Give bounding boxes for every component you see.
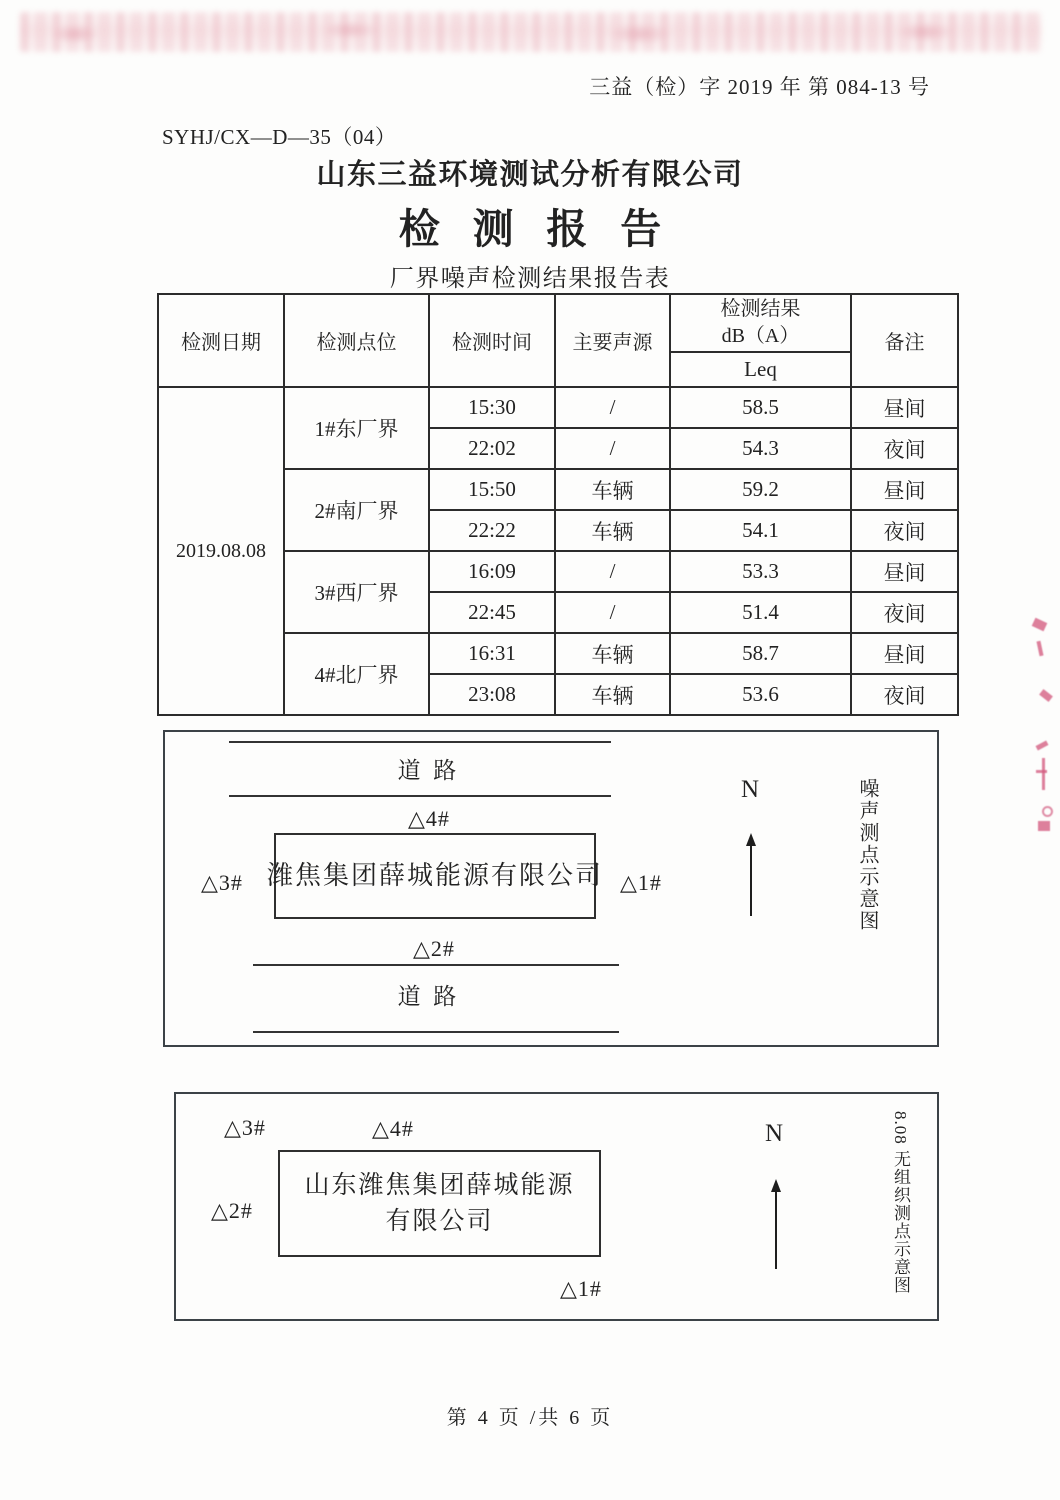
company-box-label-line1: 山东潍焦集团薛城能源	[304, 1171, 575, 1199]
header-date: 检测日期	[158, 294, 284, 387]
report-title-text: 检测报告	[398, 206, 694, 252]
scan-artifact-band	[20, 12, 1042, 52]
north-label: N	[765, 1120, 784, 1147]
document-number: 三益（检）字 2019 年 第 084-13 号	[589, 75, 930, 99]
cell-remark: 昼间	[851, 633, 958, 674]
cell-point: 4#北厂界	[284, 633, 429, 715]
cell-source: /	[555, 551, 670, 592]
report-title	[0, 196, 1060, 255]
road-line	[253, 1031, 619, 1033]
cell-leq: 58.7	[670, 633, 851, 674]
scan-artifact-mark	[1036, 641, 1043, 657]
road-label-top: 道路	[397, 758, 469, 783]
cell-leq: 54.3	[670, 428, 851, 469]
diagram-caption: 噪声测点示意图	[856, 778, 878, 932]
cell-source: 车辆	[555, 633, 670, 674]
point-marker-3: △3#	[224, 1115, 266, 1140]
cell-remark: 夜间	[851, 592, 958, 633]
road-line	[253, 964, 619, 966]
cell-remark: 昼间	[851, 387, 958, 428]
north-label: N	[741, 776, 760, 803]
scan-artifact-mark	[1042, 758, 1045, 790]
north-arrow-icon	[744, 833, 758, 916]
road-label-bottom: 道路	[397, 984, 469, 1009]
scan-artifact-mark	[1036, 770, 1047, 773]
diagram-caption: 8.08 无组织测点示意图	[891, 1111, 910, 1294]
cell-time: 22:22	[429, 510, 555, 551]
cell-remark: 昼间	[851, 469, 958, 510]
header-result-unit: dB（A）	[721, 325, 800, 347]
noise-results-table	[157, 293, 959, 716]
cell-remark: 夜间	[851, 428, 958, 469]
company-box	[278, 1150, 601, 1257]
cell-time: 16:09	[429, 551, 555, 592]
table-row	[158, 387, 958, 428]
company-box	[267, 833, 604, 919]
header-source: 主要声源	[555, 294, 670, 387]
header-result-sub: Leq	[670, 352, 851, 387]
point-marker-2: △2#	[211, 1198, 253, 1223]
header-time: 检测时间	[429, 294, 555, 387]
header-remark: 备注	[851, 294, 958, 387]
cell-source: /	[555, 387, 670, 428]
header-result	[670, 294, 851, 352]
scan-artifact-mark	[1032, 618, 1048, 632]
cell-source: 车辆	[555, 469, 670, 510]
point-marker-4: △4#	[372, 1116, 414, 1141]
cell-leq: 53.3	[670, 551, 851, 592]
point-marker-4: △4#	[408, 806, 450, 831]
point-marker-1: △1#	[560, 1276, 602, 1301]
cell-time: 22:02	[429, 428, 555, 469]
cell-leq: 54.1	[670, 510, 851, 551]
cell-leq: 51.4	[670, 592, 851, 633]
cell-source: 车辆	[555, 510, 670, 551]
north-arrow-icon	[769, 1179, 783, 1269]
cell-time: 23:08	[429, 674, 555, 715]
cell-source: /	[555, 592, 670, 633]
cell-leq: 53.6	[670, 674, 851, 715]
page-number: 第 4 页 /共 6 页	[446, 1407, 614, 1429]
scan-artifact-mark	[1039, 689, 1053, 702]
cell-source: 车辆	[555, 674, 670, 715]
cell-time: 15:50	[429, 469, 555, 510]
company-box-label-line2: 有限公司	[385, 1207, 494, 1235]
cell-time: 22:45	[429, 592, 555, 633]
cell-leq: 59.2	[670, 469, 851, 510]
point-marker-3: △3#	[201, 870, 243, 895]
cell-remark: 昼间	[851, 551, 958, 592]
cell-time: 15:30	[429, 387, 555, 428]
scan-artifact-mark	[1038, 821, 1050, 831]
point-marker-1: △1#	[620, 870, 662, 895]
point-marker-2: △2#	[413, 936, 455, 961]
form-code: SYHJ/CX—D—35（04）	[162, 125, 397, 149]
table-title: 厂界噪声检测结果报告表	[389, 266, 671, 292]
header-point: 检测点位	[284, 294, 429, 387]
cell-point: 1#东厂界	[284, 387, 429, 469]
cell-date: 2019.08.08	[158, 387, 284, 715]
cell-point: 3#西厂界	[284, 551, 429, 633]
cell-remark: 夜间	[851, 674, 958, 715]
road-line	[229, 741, 611, 743]
cell-leq: 58.5	[670, 387, 851, 428]
cell-time: 16:31	[429, 633, 555, 674]
table-header-row	[158, 294, 958, 352]
cell-source: /	[555, 428, 670, 469]
header-result-title: 检测结果	[720, 298, 801, 320]
company-name: 山东三益环境测试分析有限公司	[316, 159, 744, 191]
cell-remark: 夜间	[851, 510, 958, 551]
noise-points-diagram	[163, 730, 939, 1047]
road-line	[229, 795, 611, 797]
scan-artifact-mark	[1042, 806, 1053, 817]
company-box-label: 潍焦集团薛城能源有限公司	[267, 861, 604, 890]
cell-point: 2#南厂界	[284, 469, 429, 551]
scan-artifact-mark	[1036, 740, 1049, 750]
fugitive-points-diagram	[174, 1092, 939, 1321]
